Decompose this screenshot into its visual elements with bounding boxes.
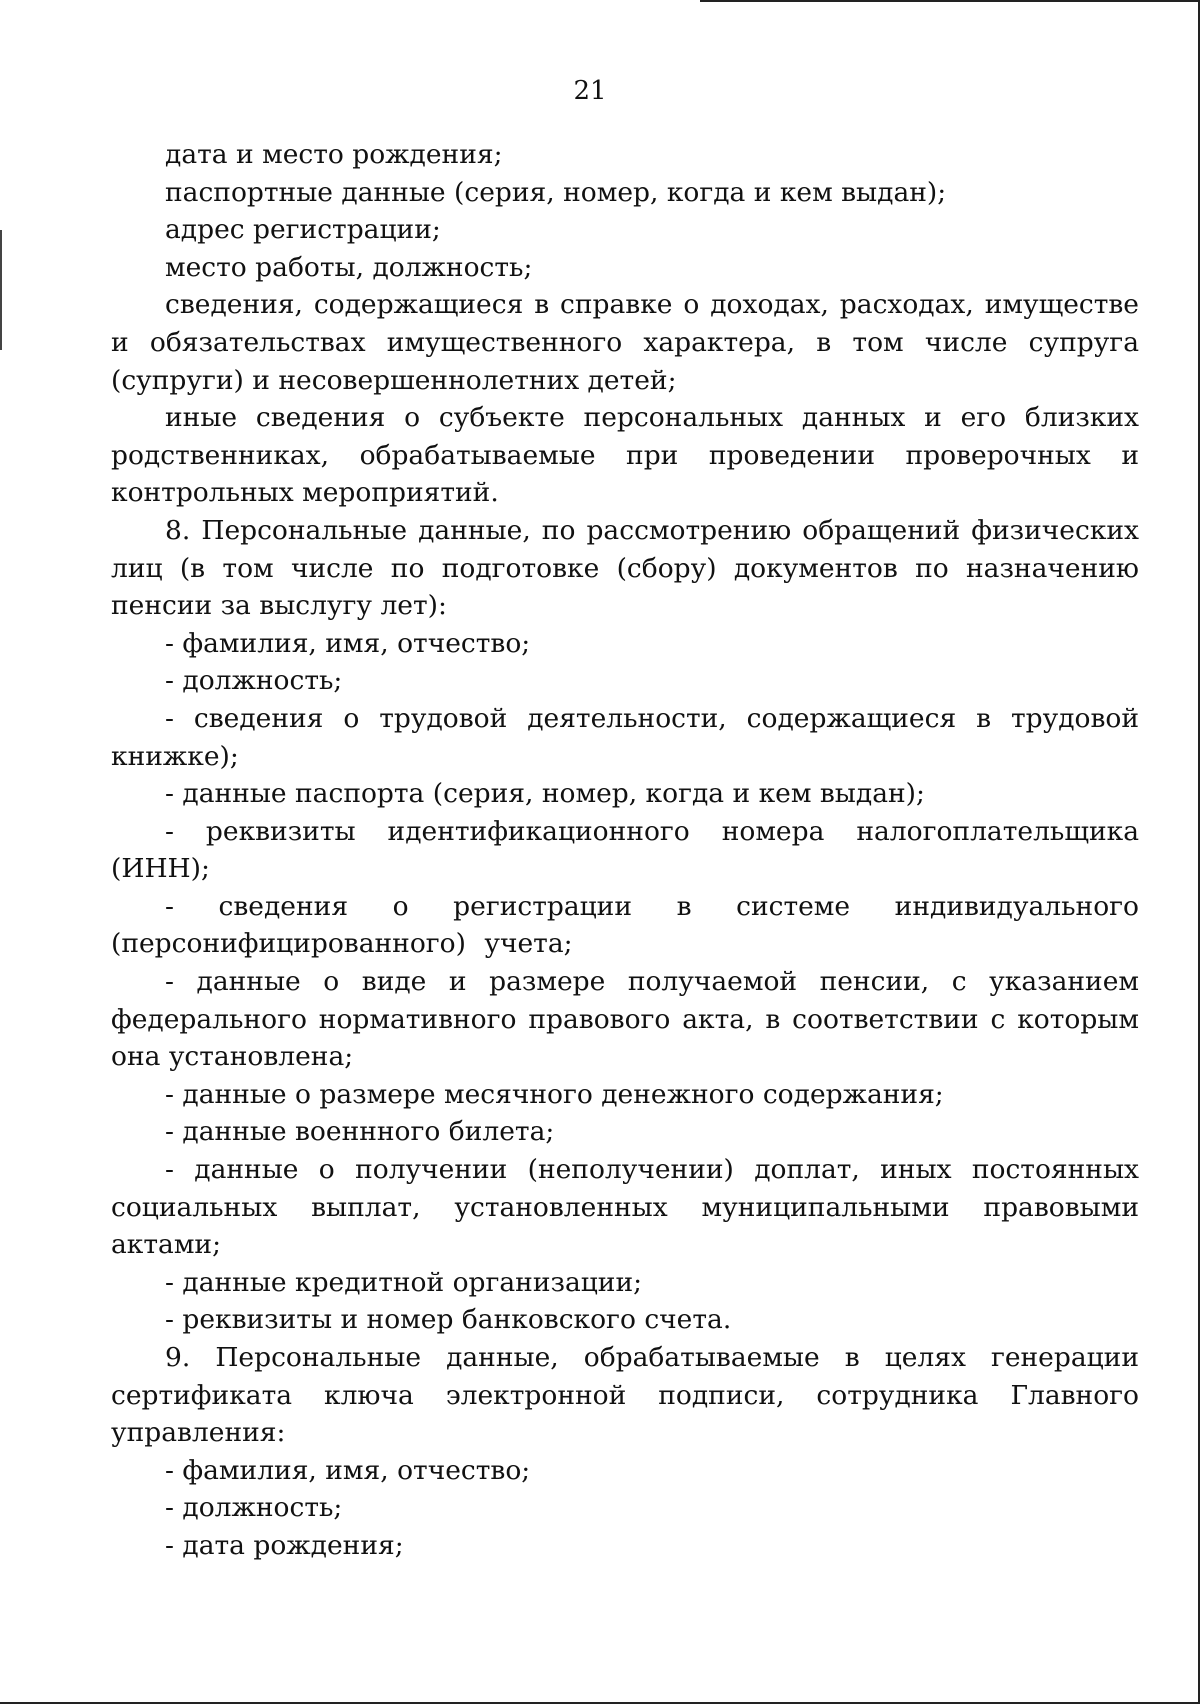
list-item-workplace-position: место работы, должность;: [165, 251, 533, 283]
list-item-birth-date-place: дата и место рождения;: [165, 139, 503, 170]
list-item-inn: - реквизиты идентификационного номера налогоплательщика (ИНН);: [111, 815, 1139, 885]
list-item-position: - должность;: [165, 665, 343, 697]
list-item-military-id: - данные военнного билета;: [165, 1116, 555, 1148]
list-item-pension-data: - данные о виде и размере получаемой пенсии, с указанием федерального нормативного правового акта, в соответствии с которым она установлена;: [111, 966, 1139, 1073]
list-item-birth-date: - дата рождения;: [165, 1529, 404, 1561]
list-item-position-2: - должность;: [165, 1492, 343, 1524]
list-item-income-declaration: сведения, содержащиеся в справке о доходах, расходах, имуществе и обязательствах имущественного характера, в том числе супруга (супруги) и несовершеннолетних детей;: [111, 289, 1139, 396]
list-item-other-information: иные сведения о субъекте персональных данных и его близких родственниках, обрабатываемые при проведении проверочных и контрольных мероприятий.: [111, 402, 1139, 509]
list-item-passport: - данные паспорта (серия, номер, когда и кем выдан);: [165, 778, 925, 810]
list-item-passport-data: паспортные данные (серия, номер, когда и кем выдан);: [165, 176, 947, 208]
list-item-monthly-salary: - данные о размере месячного денежного содержания;: [165, 1078, 944, 1110]
scan-edge-left: [0, 230, 2, 350]
document-body: [111, 136, 1139, 1565]
list-item-credit-organization: - данные кредитной организации;: [165, 1266, 643, 1298]
scan-edge-top: [700, 0, 1200, 2]
list-item-full-name-2: - фамилия, имя, отчество;: [165, 1454, 531, 1486]
list-item-full-name: - фамилия, имя, отчество;: [165, 627, 531, 659]
section-8-heading: 8. Персональные данные, по рассмотрению обращений физических лиц (в том числе по подготовке (сбору) документов по назначению пенсии за выслугу лет):: [111, 514, 1139, 622]
list-item-personified-registration: - сведения о регистрации в системе индивидуального (персонифицированного) учета;: [111, 890, 1139, 960]
list-item-employment-record: - сведения о трудовой деятельности, содержащиеся в трудовой книжке);: [111, 702, 1139, 772]
list-item-registration-address: адрес регистрации;: [165, 214, 441, 246]
list-item-bank-account: - реквизиты и номер банковского счета.: [165, 1304, 732, 1336]
section-9-heading: 9. Персональные данные, обрабатываемые в целях генерации сертификата ключа электронной подписи, сотрудника Главного управления:: [111, 1342, 1139, 1449]
page-number: 21: [573, 76, 607, 106]
list-item-social-payments: - данные о получении (неполучении) доплат, иных постоянных социальных выплат, установленных муниципальными правовыми актами;: [111, 1154, 1139, 1261]
